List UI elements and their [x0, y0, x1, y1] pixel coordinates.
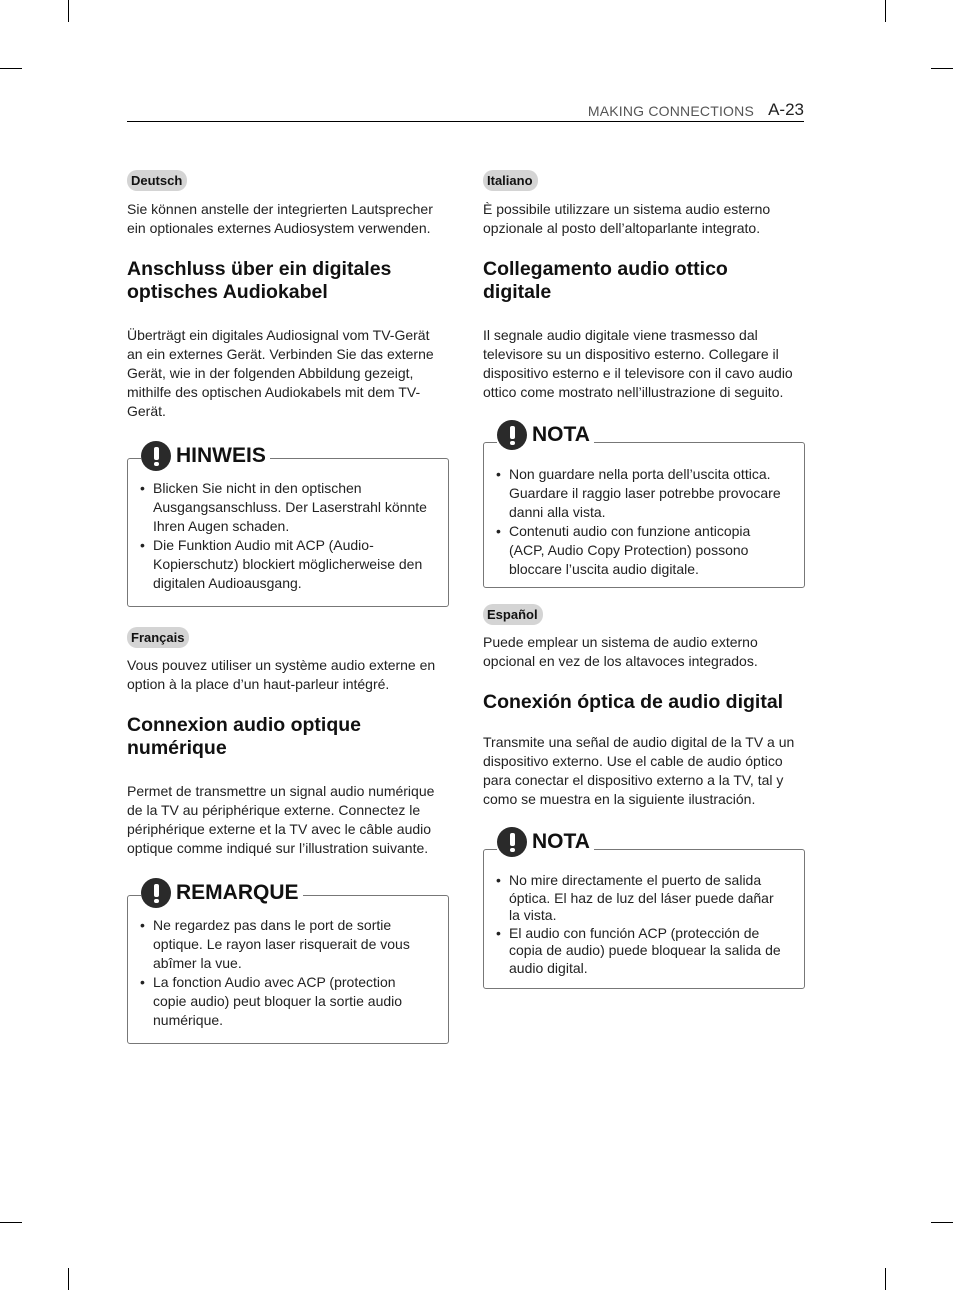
- note-nota-it: [483, 414, 805, 588]
- note-item: • Ne regardez pas dans le port de sortie optique. Le rayon laser risquerait de vous abîmer la vue.: [139, 916, 439, 973]
- intro-text: Puede emplear un sistema de audio externo opcional en vez de los altavoces integrados.: [483, 634, 758, 669]
- note-item: • El audio con función ACP (protección de copia de audio) puede bloquear la salida de audio digital.: [495, 925, 795, 978]
- note-item: • Die Funktion Audio mit ACP (Audio- Kopierschutz) blockiert möglicherweise den digitalen Audioausgang.: [139, 536, 439, 593]
- note-item: • Non guardare nella porta dell’uscita ottica. Guardare il raggio laser potrebbe provocare danni alla vista.: [495, 465, 795, 522]
- crop-mark: [885, 0, 886, 22]
- note-title: NOTA: [532, 423, 590, 446]
- section-francais: [127, 627, 449, 1044]
- page-header: [127, 99, 804, 122]
- body-text: Permet de transmettre un signal audio numérique de la TV au périphérique externe. Connectez le périphérique externe et la TV avec le câble audio optique comme indiqué sur l’illustration suivante.: [127, 783, 435, 856]
- note-header: [141, 878, 303, 908]
- intro-text: Sie können anstelle der integrierten Lautsprecher ein optionales externes Audiosystem verwenden.: [127, 201, 433, 236]
- note-list: [139, 916, 439, 1030]
- body-text: Überträgt ein digitales Audiosignal vom TV-Gerät an ein externes Gerät. Verbinden Sie das externe Gerät, wie in der folgenden Abbildung gezeigt, mithilfe des optischen Audiokabels mit dem TV- Gerät.: [127, 327, 434, 419]
- page-number: A-23: [768, 100, 804, 119]
- right-column: [483, 170, 805, 989]
- note-nota-es: [483, 819, 805, 989]
- note-list: [495, 872, 795, 977]
- intro-text: È possibile utilizzare un sistema audio esterno opzionale al posto dell’altoparlante integrato.: [483, 201, 771, 236]
- note-item: • La fonction Audio avec ACP (protection copie audio) peut bloquer la sortie audio numérique.: [139, 973, 439, 1030]
- note-remarque: [127, 872, 449, 1044]
- crop-mark: [885, 1268, 886, 1290]
- note-header: [141, 441, 270, 471]
- exclamation-icon: [497, 827, 527, 857]
- note-title: REMARQUE: [176, 881, 299, 904]
- exclamation-icon: [497, 420, 527, 450]
- note-item: • Contenuti audio con funzione anticopia (ACP, Audio Copy Protection) possono bloccare l’uscita audio digitale.: [495, 522, 795, 579]
- left-column: [127, 170, 449, 1044]
- note-header: [497, 827, 594, 857]
- note-list: [495, 465, 795, 579]
- crop-mark: [68, 0, 69, 22]
- section-title: MAKING CONNECTIONS: [587, 103, 754, 119]
- body-text: Il segnale audio digitale viene trasmesso dal televisore su un dispositivo esterno. Collegare il dispositivo esterno e il televisore con il cavo audio ottico come mostrato nell’illustrazione di seguito.: [483, 327, 793, 400]
- section-deutsch: [127, 170, 449, 607]
- crop-mark: [931, 68, 953, 69]
- section-heading: Anschluss über ein digitales optisches Audiokabel: [127, 258, 392, 303]
- note-header: [497, 420, 594, 450]
- language-badge: Français: [127, 627, 189, 648]
- crop-mark: [0, 1222, 22, 1223]
- section-espanol: [483, 604, 805, 989]
- note-list: [139, 479, 439, 593]
- language-badge: Deutsch: [127, 170, 187, 191]
- crop-mark: [0, 68, 22, 69]
- crop-mark: [68, 1268, 69, 1290]
- exclamation-icon: [141, 441, 171, 471]
- intro-text: Vous pouvez utiliser un système audio externe en option à la place d’un haut-parleur intégré.: [127, 657, 436, 692]
- note-item: • Blicken Sie nicht in den optischen Ausgangsanschluss. Der Laserstrahl könnte Ihren Augen schaden.: [139, 479, 439, 536]
- note-item: • No mire directamente el puerto de salida óptica. El haz de luz del láser puede dañar la vista.: [495, 872, 795, 925]
- note-title: NOTA: [532, 830, 590, 853]
- note-title: HINWEIS: [176, 444, 266, 467]
- language-badge: Español: [483, 604, 543, 625]
- body-text: Transmite una señal de audio digital de la TV a un dispositivo externo. Use el cable de audio óptico para conectar el dispositivo externo a la TV, tal y como se muestra en la siguiente ilustración.: [483, 734, 795, 807]
- section-italiano: [483, 170, 805, 588]
- section-heading: Collegamento audio ottico digitale: [483, 258, 728, 303]
- exclamation-icon: [141, 878, 171, 908]
- language-badge: Italiano: [483, 170, 538, 191]
- section-heading: Conexión óptica de audio digital: [483, 691, 784, 713]
- crop-mark: [931, 1222, 953, 1223]
- note-hinweis: [127, 435, 449, 607]
- section-heading: Connexion audio optique numérique: [127, 714, 361, 759]
